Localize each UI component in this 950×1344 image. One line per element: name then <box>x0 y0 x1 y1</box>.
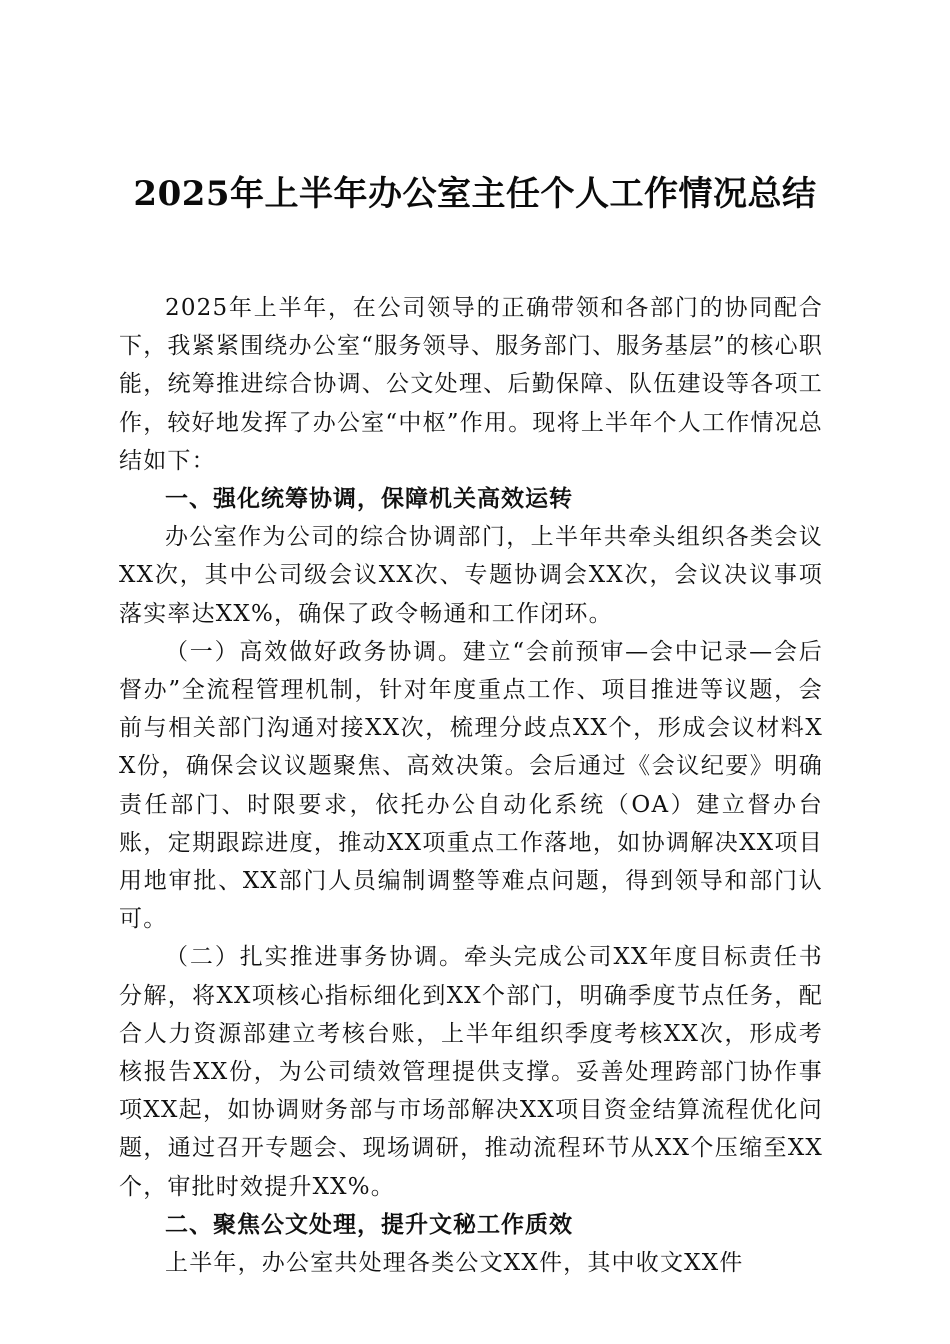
section-2-paragraph: 上半年，办公室共处理各类公文XX件，其中收文XX件 <box>165 1250 744 1277</box>
subsection-2-paragraph: （二）扎实推进事务协调。牵头完成公司XX年度目标责任书分解，将XX项核心指标细化到XX个部门，明确季度节点任务，配合人力资源部建立考核台账，上半年组织季度考核XX次，形成考核报告XX份，为公司绩效管理提供支撑。妥善处理跨部门协作事项XX起，如协调财务部与市场部解决XX项目资金结算流程优化问题，通过召开专题会、现场调研，推动流程环节从XX个压缩至XX个，审批时效提升XX%。 <box>119 944 823 1200</box>
section-heading-2: 二、聚焦公文处理，提升文秘工作质效 <box>165 1211 573 1238</box>
document-body <box>119 289 823 1282</box>
subsection-1-paragraph: （一）高效做好政务协调。建立“会前预审—会中记录—会后督办”全流程管理机制，针对年度重点工作、项目推进等议题，会前与相关部门沟通对接XX次，梳理分歧点XX个，形成会议材料XX份，确保会议议题聚焦、高效决策。会后通过《会议纪要》明确责任部门、时限要求，依托办公自动化系统（OA）建立督办台账，定期跟踪进度，推动XX项重点工作落地，如协调解决XX项目用地审批、XX部门人员编制调整等难点问题，得到领导和部门认可。 <box>119 638 823 933</box>
document-title: 2025年上半年办公室主任个人工作情况总结 <box>133 174 817 214</box>
section-heading-1: 一、强化统筹协调，保障机关高效运转 <box>165 486 573 513</box>
intro-paragraph: 2025年上半年，在公司领导的正确带领和各部门的协同配合下，我紧紧围绕办公室“服务领导、服务部门、服务基层”的核心职能，统筹推进综合协调、公文处理、后勤保障、队伍建设等各项工作，较好地发挥了办公室“中枢”作用。现将上半年个人工作情况总结如下： <box>119 295 823 474</box>
section-1-paragraph: 办公室作为公司的综合协调部门，上半年共牵头组织各类会议XX次，其中公司级会议XX次、专题协调会XX次，会议决议事项落实率达XX%，确保了政令畅通和工作闭环。 <box>119 524 823 627</box>
